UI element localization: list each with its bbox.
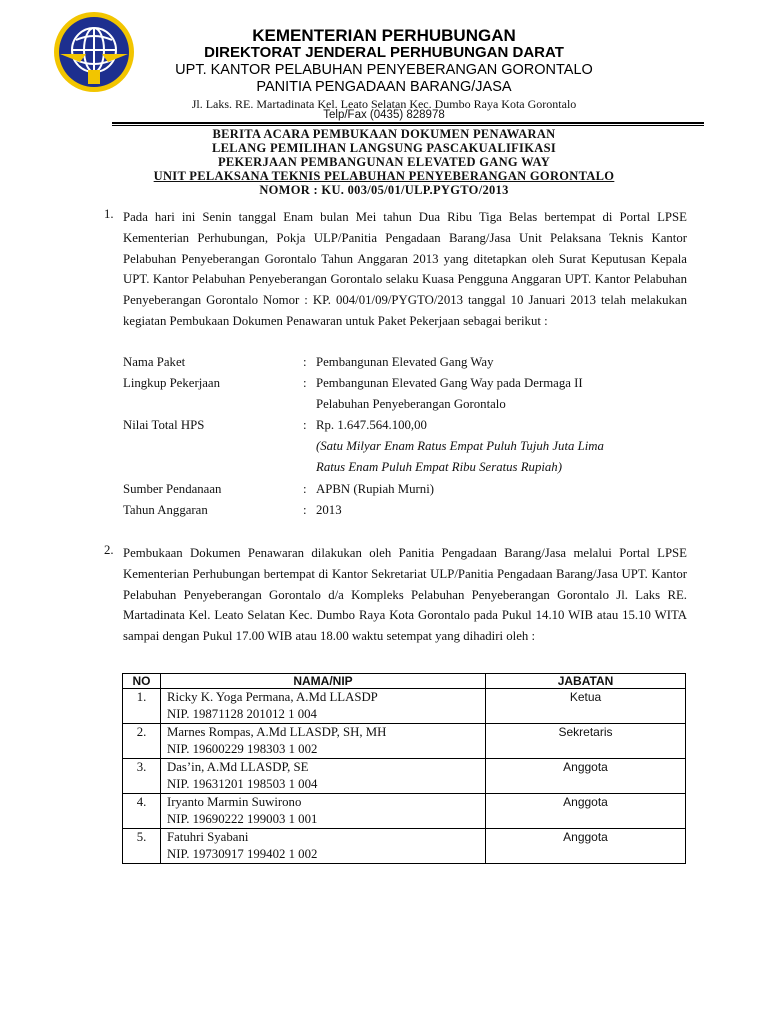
ministry-name: KEMENTERIAN PERHUBUNGAN [252, 26, 516, 45]
attendee-name-cell [161, 829, 486, 864]
column-header-no: NO [123, 674, 161, 689]
column-header-name: NAMA/NIP [161, 674, 486, 689]
section-1-number: 1. [104, 207, 114, 221]
attendee-name: Marnes Rompas, A.Md LLASDP, SH, MH [167, 725, 387, 739]
doc-title-line-4: UNIT PELAKSANA TEKNIS PELABUHAN PENYEBERANGAN GORONTALO [153, 169, 615, 183]
tahun-value: 2013 [316, 503, 342, 517]
attendee-nip: NIP. 19871128 201012 1 004 [167, 707, 317, 721]
lingkup-colon: : [303, 376, 307, 390]
dana-colon: : [303, 482, 307, 496]
attendee-name-cell [161, 689, 486, 724]
attendee-name-cell [161, 759, 486, 794]
office-phone: Telp/Fax (0435) 828978 [323, 109, 445, 121]
office-address: Jl. Laks. RE. Martadinata Kel. Leato Selatan Kec. Dumbo Raya Kota Gorontalo [191, 97, 577, 111]
tahun-label: Tahun Anggaran [123, 503, 208, 517]
table-row [123, 794, 686, 829]
doc-title-line-1: BERITA ACARA PEMBUKAAN DOKUMEN PENAWARAN [212, 127, 556, 141]
table-row [123, 829, 686, 864]
attendee-name-cell [161, 794, 486, 829]
hps-words-2: Ratus Enam Puluh Empat Ribu Seratus Rupiah) [316, 460, 562, 474]
hps-value: Rp. 1.647.564.100,00 [316, 418, 427, 432]
doc-title-line-3: PEKERJAAN PEMBANGUNAN ELEVATED GANG WAY [217, 155, 551, 169]
directorate-name: DIREKTORAT JENDERAL PERHUBUNGAN DARAT [204, 44, 564, 61]
table-row [123, 759, 686, 794]
table-row [123, 689, 686, 724]
attendee-name-cell [161, 724, 486, 759]
column-header-role: JABATAN [486, 674, 686, 689]
lingkup-label: Lingkup Pekerjaan [123, 376, 221, 390]
attendee-name: Fatuhri Syabani [167, 830, 249, 844]
hps-colon: : [303, 418, 307, 432]
paket-value: Pembangunan Elevated Gang Way [316, 355, 494, 369]
attendee-name: Das’in, A.Md LLASDP, SE [167, 760, 309, 774]
doc-number: NOMOR : KU. 003/05/01/ULP.PYGTO/2013 [259, 183, 509, 197]
header-divider [112, 122, 704, 124]
section-2-paragraph: Pembukaan Dokumen Penawaran dilakukan oleh Panitia Pengadaan Barang/Jasa melalui Portal LPSE Kementerian Perhubungan bertempat di Kantor Sekretariat ULP/Panitia Pengadaan Barang/Jasa UPT. Kantor Pelabuhan Penyeberangan Gorontalo d/a Kompleks Pelabuhan Penyeberangan Gorontalo Jl. Laks RE. Martadinata Kel. Leato Selatan Kec. Dumbo Raya Kota Gorontalo pada Pukul 14.10 WIB atau 15.10 WITA sampai dengan Pukul 17.00 WIB atau 18.00 waktu setempat yang dihadiri oleh : [123, 546, 687, 644]
header-divider-thin [112, 125, 704, 126]
row-number: 5. [123, 829, 161, 864]
row-number: 4. [123, 794, 161, 829]
attendee-nip: NIP. 19600229 198303 1 002 [167, 742, 318, 756]
attendee-role: Ketua [486, 689, 686, 724]
hps-words-1: (Satu Milyar Enam Ratus Empat Puluh Tujuh Juta Lima [316, 439, 604, 453]
row-number: 2. [123, 724, 161, 759]
attendee-table [122, 673, 686, 864]
attendee-role: Sekretaris [486, 724, 686, 759]
table-row [123, 724, 686, 759]
lingkup-value-1: Pembangunan Elevated Gang Way pada Dermaga II [316, 376, 583, 390]
tahun-colon: : [303, 503, 307, 517]
attendee-name: Iryanto Marmin Suwirono [167, 795, 302, 809]
section-2-number: 2. [104, 543, 114, 557]
lingkup-value-2: Pelabuhan Penyeberangan Gorontalo [316, 397, 506, 411]
paket-colon: : [303, 355, 307, 369]
attendee-role: Anggota [486, 794, 686, 829]
attendee-role: Anggota [486, 829, 686, 864]
row-number: 3. [123, 759, 161, 794]
office-name: UPT. KANTOR PELABUHAN PENYEBERANGAN GORONTALO [175, 62, 593, 78]
attendee-nip: NIP. 19730917 199402 1 002 [167, 847, 318, 861]
attendee-name: Ricky K. Yoga Permana, A.Md LLASDP [167, 690, 378, 704]
doc-title-line-2: LELANG PEMILIHAN LANGSUNG PASCAKUALIFIKASI [211, 141, 556, 155]
attendee-nip: NIP. 19690222 199003 1 001 [167, 812, 318, 826]
table-header-row [123, 674, 686, 689]
section-1-paragraph: Pada hari ini Senin tanggal Enam bulan Mei tahun Dua Ribu Tiga Belas bertempat di Portal LPSE Kementerian Perhubungan, Pokja ULP/Panitia Pengadaan Barang/Jasa Unit Pelaksana Teknis Kantor Pelabuhan Penyeberangan Gorontalo Tahun Anggaran 2013 yang ditetapkan oleh Surat Keputusan Kepala UPT. Kantor Pelabuhan Penyeberangan Gorontalo selaku Kuasa Pengguna Anggaran UPT. Kantor Pelabuhan Penyeberangan Gorontalo Nomor : KP. 004/01/09/PYGTO/2013 tanggal 10 Januari 2013 telah melakukan kegiatan Pembukaan Dokumen Penawaran untuk Paket Pekerjaan sebagai berikut : [123, 210, 687, 328]
dana-label: Sumber Pendanaan [123, 482, 222, 496]
attendee-nip: NIP. 19631201 198503 1 004 [167, 777, 318, 791]
attendee-role: Anggota [486, 759, 686, 794]
hps-label: Nilai Total HPS [123, 418, 205, 432]
paket-label: Nama Paket [123, 355, 186, 369]
row-number: 1. [123, 689, 161, 724]
committee-name: PANITIA PENGADAAN BARANG/JASA [256, 79, 512, 95]
dana-value: APBN (Rupiah Murni) [316, 482, 435, 496]
